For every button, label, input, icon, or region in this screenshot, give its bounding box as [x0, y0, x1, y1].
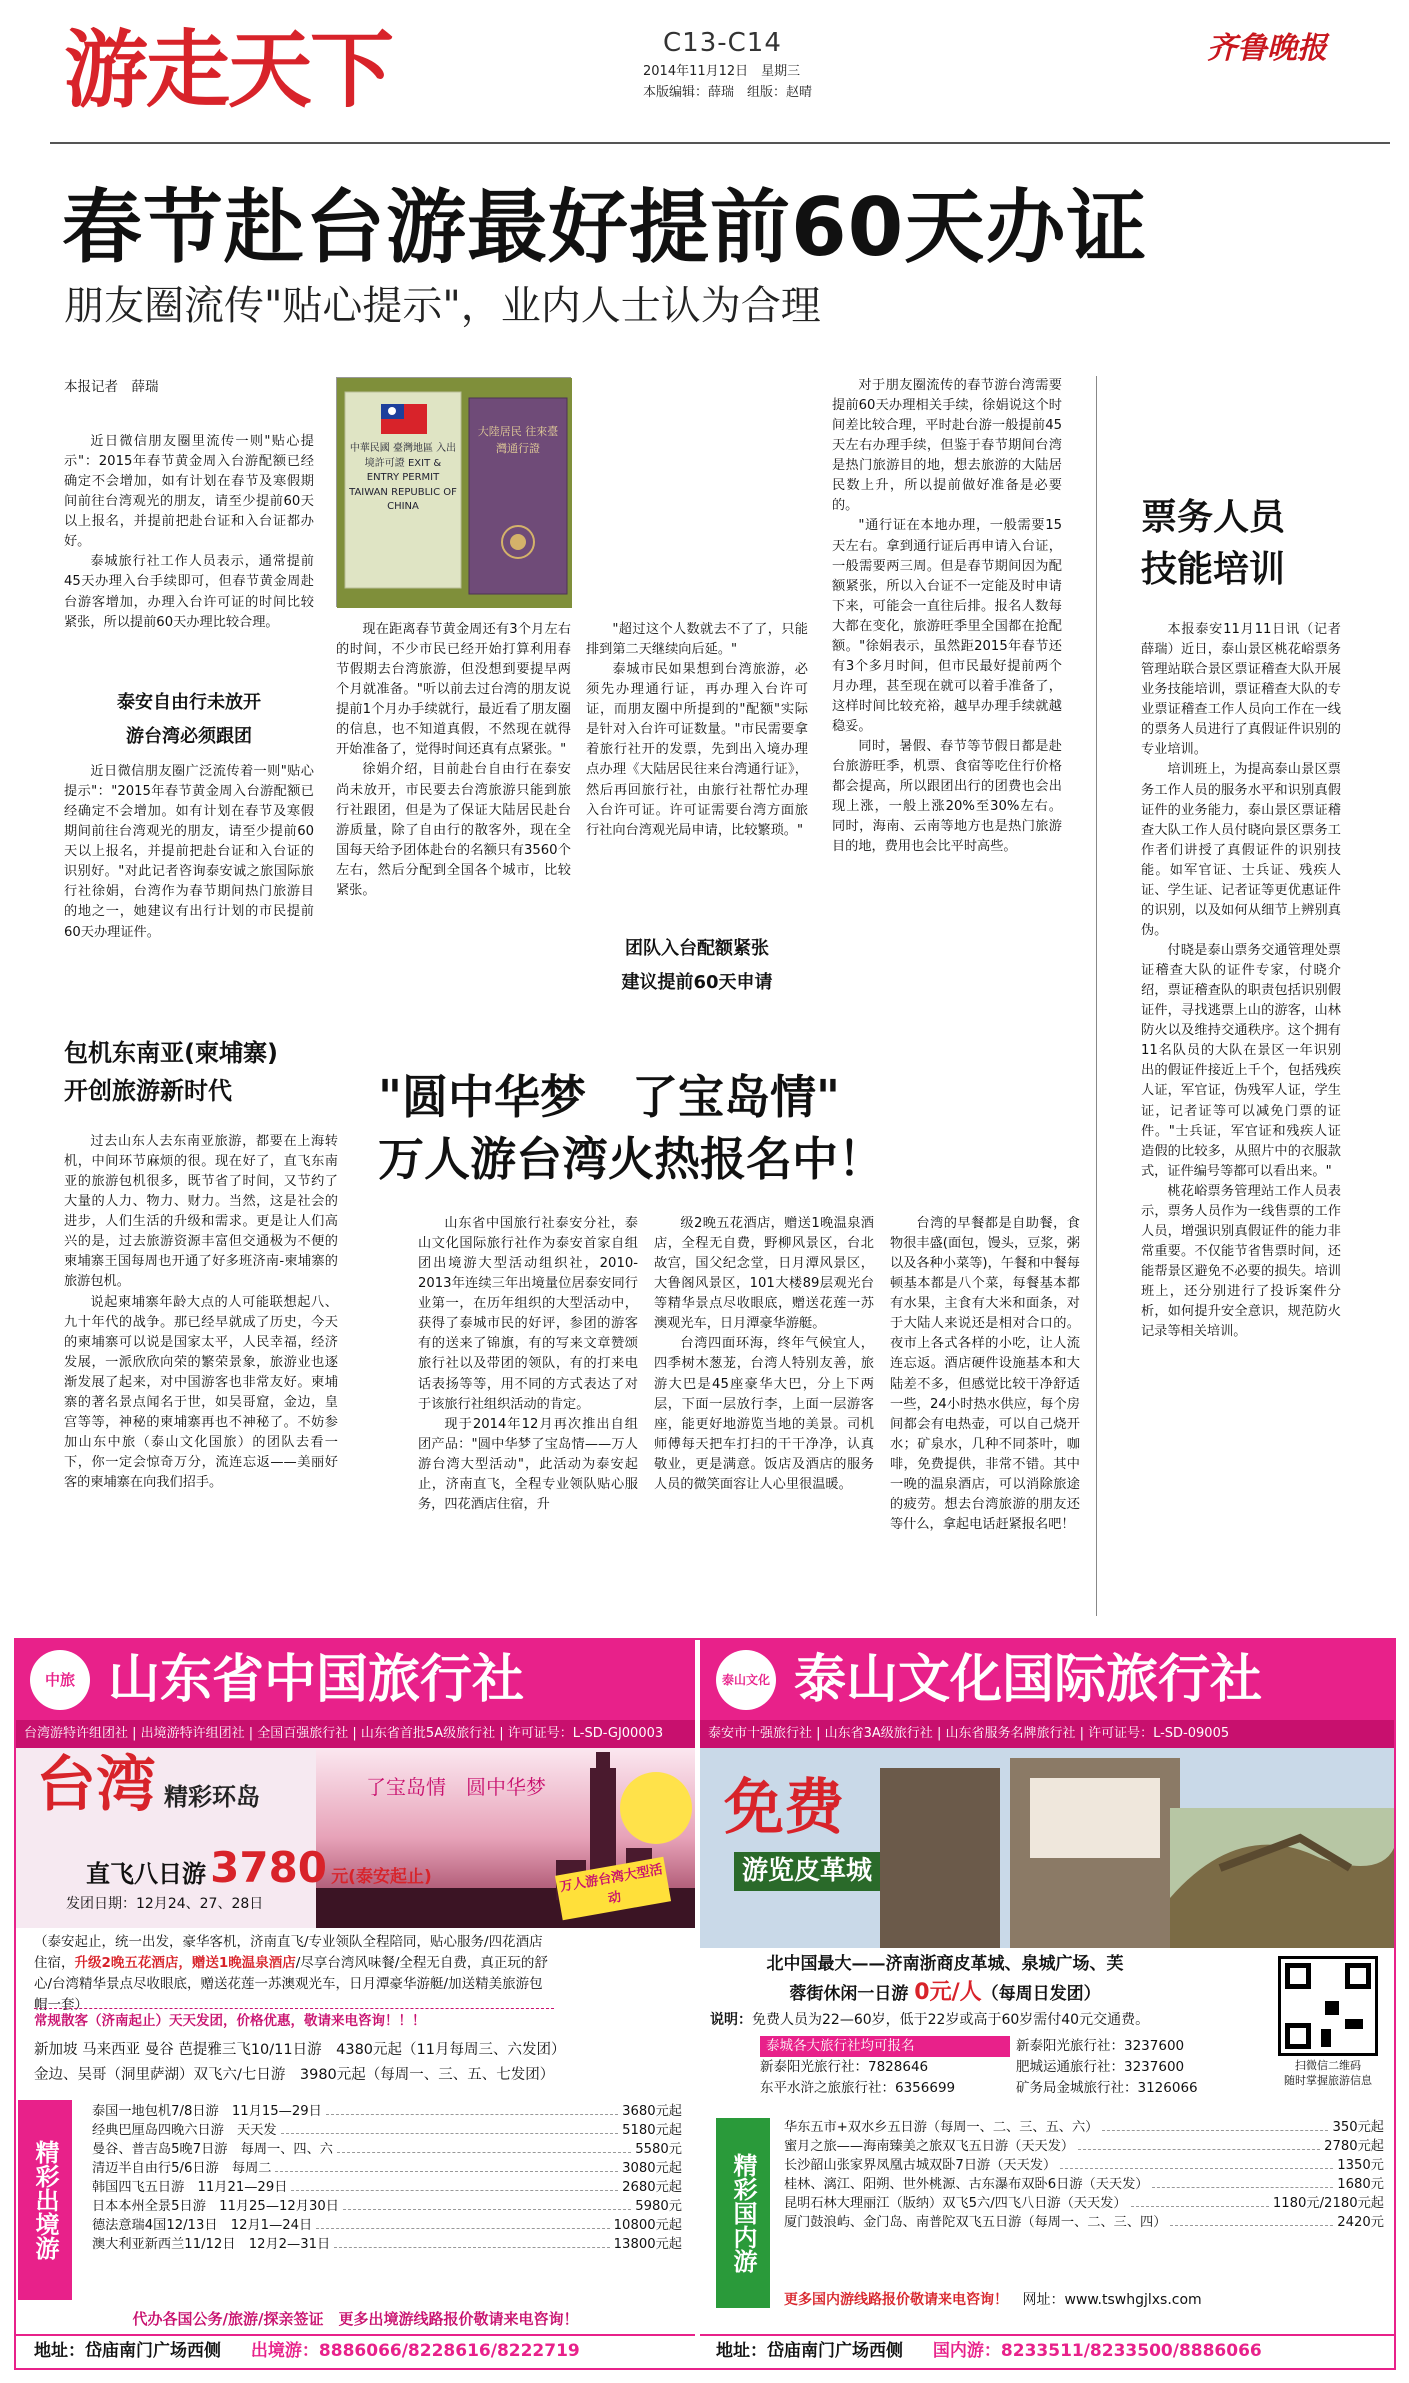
ad-sea-lines [34, 2038, 684, 2089]
branch-item: 矿务局金城旅行社：3126066 [1016, 2079, 1198, 2096]
cambodia-head [64, 1034, 278, 1111]
ad-left-phone-label: 出境游： [250, 2341, 319, 2361]
qr-code-icon[interactable] [1278, 1956, 1378, 2056]
ad-right-web-hl: 更多国内游线路报价敬请来电咨询！ [784, 2292, 1008, 2308]
tour-row [92, 2178, 682, 2197]
ad-right-addr-label: 地址： [716, 2341, 767, 2361]
paper-logo: 齐鲁晚报 [1207, 31, 1327, 66]
ad-tw-priceline [86, 1836, 432, 1899]
lead-box-head-1: 泰安自由行未放开 [117, 692, 261, 713]
tour-leader-line [275, 2159, 618, 2172]
tour-leader-line [1131, 2194, 1269, 2207]
ad-left-tour-list [92, 2102, 682, 2254]
side-head [1141, 492, 1285, 596]
ad-right-title-bar [700, 1640, 1394, 1720]
lead-col4-c: 同时，暑假、春节等节假日都是赴台旅游旺季，机票、食宿等吃住行价格都会提高，所以跟团出行的团费也会出现上涨，一般上涨20%至30%左右。同时，海南、云南等地方也是热门旅游目的地，费用也会比平时高些。 [832, 739, 1062, 855]
tour-price: 1180元/2180元起 [1272, 2196, 1384, 2211]
branch-item: 肥城运通旅行社：3237600 [1016, 2058, 1185, 2075]
tour-name: 泰国一地包机7/8日游 11月15—29日 [92, 2104, 322, 2119]
ad-right-strip: 泰安市十强旅行社 | 山东省3A级旅行社 | 山东省服务名牌旅行社 | 许可证号：L-SD-09005 [700, 1720, 1394, 1748]
tour-price: 1680元 [1337, 2177, 1384, 2192]
ad-china-travel [16, 1640, 695, 2368]
lead-byline: 本报记者 薛瑞 [64, 379, 159, 395]
lead-p2: 泰城旅行社工作人员表示，通常提前45天办理入台手续即可，但春节黄金周赴台游客增加，办理入台许可证的时间比较紧张，所以提前60天办理比较合理。 [64, 554, 314, 630]
tour-name: 清迈半自由行5/6日游 每周二 [92, 2161, 272, 2176]
tour-price: 2780元起 [1324, 2139, 1384, 2154]
tour-price: 2420元 [1337, 2215, 1384, 2230]
tour-leader-line [1102, 2118, 1328, 2131]
tour-name: 桂林、漓江、阳朔、世外桃源、古东瀑布双卧6日游（天天发） [784, 2177, 1149, 2192]
ad-right-addr: 岱庙南门广场西侧 [767, 2341, 903, 2361]
ad-left-footer [16, 2334, 695, 2364]
tour-name: 日本本州全景5日游 11月25—12月30日 [92, 2199, 339, 2214]
lead-box-head-2: 游台湾必须跟团 [126, 726, 252, 748]
ad-right-web [784, 2290, 1384, 2311]
ad-right-footer [700, 2334, 1394, 2364]
side-head-2: 技能培训 [1141, 549, 1286, 591]
ad-left-visa: 代办各国公务/旅游/探亲签证 更多出境游线路报价敬请来电咨询！ [132, 2310, 579, 2328]
tour-row [784, 2118, 1384, 2137]
ad-taishan-culture [700, 1640, 1394, 2368]
ad-tw-desc-hl: 升级2晚五花酒店，赠送1晚温泉酒店 [74, 1954, 296, 1971]
lead-intro: 近日微信朋友圈里流传一则"贴心提示"：2015年春节黄金周入台游配额已经确定不会增加，如有计划在春节及寒假期间前往台湾观光的朋友，请至少提前60天以上报名，并提前把赴台证和入台证都办好。 [64, 434, 314, 550]
lead-subhead: 朋友圈流传"贴心提示"，业内人士认为合理 [64, 283, 821, 329]
side-body-2: 培训班上，为提高泰山景区票务工作人员的服务水平和识别真假证件的业务能力，泰山景区票证稽查大队工作人员付晓向景区票务工作者们讲授了真假证件的识别技能。如军官证、士兵证、残疾人证、学生证、记者证等更优惠证件的识别，以及如何从细节上辨别真伪。 [1141, 762, 1341, 938]
lead-box2-head [586, 932, 808, 1000]
tour-leader-line [343, 2197, 631, 2210]
feature-head [378, 1066, 884, 1190]
tour-row [92, 2159, 682, 2178]
lead-box2-head-2: 建议提前60天申请 [621, 972, 773, 994]
lead-col2-b: 徐娟介绍，目前赴台自由行在泰安尚未放开，市民要去台湾旅游只能到旅行社跟团，但是为了保证大陆居民赴台游质量，除了自由行的散客外，现在全国每天给予团体赴台的名额只有3560个左右，然后分配到全国各个城市，比较紧张。 [336, 762, 571, 898]
branches-title: 泰城各大旅行社均可报名 [760, 2036, 1010, 2057]
tour-name: 经典巴厘岛四晚六日游 天天发 [92, 2123, 277, 2138]
tour-price: 13800元起 [613, 2237, 682, 2252]
feature-col-1 [418, 1214, 638, 1614]
ad-right-lead-3: （每周日发团） [981, 1983, 1101, 2004]
tour-price: 1350元 [1337, 2158, 1384, 2173]
tour-leader-line [291, 2178, 618, 2191]
feature-head-2: 万人游台湾火热报名中！ [378, 1132, 884, 1187]
tour-leader-line [1078, 2137, 1320, 2150]
feature-head-1: "圆中华梦 了宝岛情" [378, 1070, 840, 1124]
tour-name: 德法意瑞4国12/13日 12月1—24日 [92, 2218, 313, 2233]
ad-left-hero [16, 1748, 695, 1928]
ad-tw-slogan: 了宝岛情 圆中华梦 [366, 1775, 546, 1799]
tour-leader-line [281, 2121, 618, 2134]
ad-left-title-bar [16, 1640, 695, 1720]
issue-meta [643, 62, 812, 104]
ad-tw-desc-1: （泰安起止，统一出发，豪华客机，济南直飞/专业领队全程陪同，贴心服务/四花酒店住宿， [34, 1934, 543, 1971]
lead-col4-b: "通行证在本地办理，一般需要15天左右。拿到通行证后再申请入台证，一般需要两三周。但是春节期间因为配额紧张，所以入台证不一定能及时申请下来，可能会一直往后排。报名人数每大都在变化，旅游旺季里全国都在抢配额。"徐娟表示，虽然距2015年春节还有3个多月时间，但市民最好提前两个月办理，甚至现在就可以着手准备了，这样时间比较充裕，越早办理手续就越稳妥。 [832, 518, 1062, 735]
permit-right-caption: 大陸居民 往來臺灣通行證 [477, 425, 559, 455]
ad-right-qr-block [1278, 1956, 1378, 2089]
tour-price: 5180元起 [622, 2123, 682, 2138]
ad-right-company: 泰山文化国际旅行社 [794, 1650, 1263, 1710]
lead-column-2 [336, 620, 571, 980]
tour-row [92, 2235, 682, 2254]
ad-sea-2: 金边、吴哥（洞里萨湖）双飞六/七日游 3980元起（每周一、三、五、七发团） [34, 2067, 555, 2084]
tour-leader-line [326, 2102, 618, 2115]
ad-free-sub: 游览皮革城 [734, 1852, 880, 1891]
ad-tw-line: 直飞八日游 [86, 1860, 206, 1888]
tour-name: 蜜月之旅——海南臻美之旅双飞五日游（天天发） [784, 2139, 1075, 2154]
ad-right-phone[interactable]: 8233511/8233500/8886066 [1000, 2341, 1262, 2361]
ad-left-addr-label: 地址： [34, 2341, 85, 2361]
feature-col-3 [890, 1214, 1080, 1614]
lead-col3-a: "超过这个人数就去不了了，只能排到第二天继续向后延。" [586, 622, 808, 658]
ad-right-lead-row [700, 1977, 1190, 2009]
lead-column-1b [64, 762, 314, 1012]
branch-item: 新泰阳光旅行社：7828646 [760, 2058, 929, 2075]
ad-right-web-url[interactable]: www.tswhgjlxs.com [1064, 2292, 1202, 2308]
tour-name: 厦门鼓浪屿、金门岛、南普陀双飞五日游（每周一、二、三、四） [784, 2215, 1167, 2230]
tour-leader-line [316, 2216, 609, 2229]
tour-leader-line [337, 2140, 631, 2153]
ad-right-badge: 泰山文化 [716, 1650, 776, 1710]
ad-tw-desc [34, 1932, 554, 2016]
cambodia-p1: 过去山东人去东南亚旅游，都要在上海转机，中间环节麻烦的很。现在好了，直飞东南亚的旅游包机很多，既节省了时间，又节约了大量的人力、物力、财力。当然，这是社会的进步，人们生活的升级和需求。更是让人们高兴的是，过去旅游资源丰富但交通极为不便的柬埔寨王国每周也开通了好多班济南-柬埔寨的旅游包机。 [64, 1134, 338, 1290]
tour-price: 5580元 [635, 2142, 682, 2157]
tour-leader-line [334, 2235, 609, 2248]
ad-right-note [710, 2010, 1230, 2031]
tour-price: 350元起 [1332, 2120, 1384, 2135]
qr-caption-1: 扫微信二维码 [1295, 2059, 1361, 2072]
side-head-1: 票务人员 [1141, 497, 1286, 538]
tour-row [784, 2156, 1384, 2175]
tour-name: 长沙韶山张家界凤凰古城双卧7日游（天天发） [784, 2158, 1057, 2173]
ad-left-phone[interactable]: 8886066/8228616/8222719 [318, 2341, 580, 2361]
feature-c3: 台湾的早餐都是自助餐，食物很丰盛(面包，馒头，豆浆，粥以及各种小菜等)，午餐和中餐每顿基本都是八个菜，每餐基本都有水果，主食有大米和面条，对于大陆人来说还是相对合口的。夜市上各式各样的小吃，让人流连忘返。酒店硬件设施基本和大陆差不多，但感觉比较干净舒适一些，24小时热水供应，每个房间都会有电热壶，可以自己烧开水；矿泉水，几种不同茶叶，咖啡，免费提供，非常不错。其中一晚的温泉酒店，可以消除旅途的疲劳。想去台湾旅游的朋友还等什么，拿起电话赶紧报名吧！ [890, 1216, 1080, 1532]
ad-right-lead-price: 0元/人 [914, 1979, 982, 2005]
lead-col2-a: 现在距离春节黄金周还有3个月左右的时间，不少市民已经开始打算利用春节假期去台湾旅游，但没想到要提早两个月就准备。"听以前去过台湾的朋友说提前1个月办手续就行，最近看了朋友圈的信息，也不知道真假，不然现在就得开始准备了，觉得时间还真有点紧张。" [336, 622, 571, 758]
side-body-1: 本报泰安11月11日讯（记者 薛瑞）近日，泰山景区桃花峪票务管理站联合景区票证稽查大队开展业务技能培训，票证稽查大队的专业票证稽查工作人员向工作在一线的票务人员进行了真假证件识别的专业培训。 [1141, 622, 1355, 758]
tour-price: 3680元起 [622, 2104, 682, 2119]
tour-name: 昆明石林大理丽江（版纳）双飞5六/四飞八日游（天天发） [784, 2196, 1127, 2211]
cambodia-head-1: 包机东南亚(柬埔寨) [64, 1039, 278, 1067]
ad-sea-1: 新加坡 马来西亚 曼谷 芭提雅三飞10/11日游 4380元起（11月每周三、六发团） [34, 2042, 566, 2058]
ad-right-vertical-label: 精彩国内游 [716, 2118, 770, 2308]
ad-right-note-label: 说明： [710, 2012, 752, 2028]
column-divider [1096, 376, 1097, 1616]
ad-right-lead-2: 蓉街休闲一日游 [789, 1983, 909, 2004]
tour-leader-line [1060, 2156, 1333, 2169]
ad-left-vertical-label: 精彩出境游 [18, 2100, 72, 2300]
tour-row [92, 2121, 682, 2140]
tour-row [92, 2140, 682, 2159]
ad-right-branches [760, 2036, 1270, 2099]
lead-headline: 春节赴台游最好提前60天办证 [62, 181, 1148, 274]
page-code: C13-C14 [663, 28, 782, 58]
side-body-3: 付晓是泰山票务交通管理处票证稽查大队的证件专家，付晓介绍，票证稽查队的职责包括识别假证件，寻找逃票上山的游客，山林防火以及维持交通秩序。这个拥有11名队员的大队在景区一年识别出的假证件接近上千个，包括残疾人证，军官证，伪残军人证，学生证，记者证等可以减免门票的证件。"士兵证，军官证和残疾人证造假的比较多，从照片中的衣服款式，证件编号等都可以看出来。" [1141, 943, 1341, 1179]
lead-box-head [64, 686, 314, 754]
tour-row [784, 2175, 1384, 2194]
ad-right-note-text: 免费人员为22—60岁，低于22岁或高于60岁需付40元交通费。 [752, 2012, 1150, 2028]
lead-col3-b: 泰城市民如果想到台湾旅游，必须先办理通行证，再办理入台许可证，而朋友圈中所提到的"配额"实际是针对入台许可证数量。"市民需要拿着旅行社开的发票，先到出入境办理点办理《大陆居民往来台湾通行证》，然后再回旅行社，由旅行社帮忙办理入台许可证。许可证需要台湾方面旅行社向台湾观光局申请，比较繁琐。" [586, 662, 808, 838]
masthead-rule [50, 142, 1390, 144]
tour-row [92, 2197, 682, 2216]
tour-price: 10800元起 [613, 2218, 682, 2233]
lead-column-4 [832, 376, 1062, 1014]
lead-col1-b: 近日微信朋友圈广泛流传着一则"贴心提示"："2015年春节黄金周入台游配额已经确定不会增加。如有计划在春节及寒假期间前往台湾观光的朋友，请至少提前60天以上报名，并提前把赴台证和入台证的识别好。"对此记者咨询泰安诚之旅国际旅行社徐娟，台湾作为春节期间热门旅游目的地之一，她建议有出行计划的市民提前60天办理证件。 [64, 764, 314, 940]
tour-price: 2680元起 [622, 2180, 682, 2195]
feature-c2: 级2晚五花酒店，赠送1晚温泉酒店，全程无自费，野柳风景区，台北故宫，国父纪念堂，日月潭风景区，大鲁阁风景区，101大楼89层观光台等精华景点尽收眼底，赠送花莲一苏澳观光车，日月潭豪华游艇。 [654, 1216, 874, 1332]
ad-tw-title [36, 1752, 260, 1818]
lead-box2-head-1: 团队入台配额紧张 [625, 938, 769, 959]
tour-name: 澳大利亚新西兰11/12日 12月2—31日 [92, 2237, 331, 2252]
ad-tw-sticker: 万人游台湾大型活动 [555, 1857, 671, 1920]
ad-free-big: 免费 [724, 1773, 844, 1843]
branch-item: 东平水浒之旅旅行社：6356699 [760, 2079, 956, 2096]
tour-price: 3080元起 [622, 2161, 682, 2176]
lead-column-1a [64, 432, 314, 692]
cambodia-head-2: 开创旅游新时代 [64, 1077, 232, 1106]
tour-row [784, 2137, 1384, 2156]
tour-row [784, 2213, 1384, 2232]
ad-left-addr: 岱庙南门广场西侧 [85, 2341, 221, 2361]
ad-left-badge: 中旅 [30, 1650, 90, 1710]
ad-tw-price: 3780 [210, 1843, 328, 1892]
tour-price: 5980元 [635, 2199, 682, 2214]
tour-name: 曼谷、普吉岛5晚7日游 每周一、四、六 [92, 2142, 333, 2157]
ad-left-strip: 台湾游特许组团社 | 出境游特许组团社 | 全国百强旅行社 | 山东省首批5A级旅行社 | 许可证号：L-SD-GJ00003 [16, 1720, 695, 1748]
branch-item: 新泰阳光旅行社：3237600 [1016, 2038, 1185, 2054]
editor-line: 本版编辑：薛瑞 组版：赵晴 [643, 84, 813, 100]
feature-c1: 山东省中国旅行社泰安分社，泰山文化国际旅行社作为泰安首家自组团出境游大型活动组织社，2010-2013年连续三年出境量位居泰安同行业第一，在历年组织的大型活动中，获得了泰城市民的好评，参团的游客有的送来了锦旗，有的写来文章赞颂旅行社以及带团的领队，有的打来电话表扬等等，用不同的方式表达了对于该旅行社组织活动的肯定。 [418, 1216, 638, 1412]
tour-leader-line [1170, 2213, 1333, 2226]
ad-right-lead-1: 北中国最大——济南浙商皮革城、泉城广场、芙 [766, 1954, 1124, 1974]
permit-left-caption: 中華民國 臺灣地區 入出境許可證 EXIT & ENTRY PERMIT TAIWAN REPUBLIC OF CHINA [349, 443, 457, 512]
ad-right-web-label: 网址： [1022, 2292, 1065, 2308]
tour-name: 华东五市+双水乡五日游（每周一、二、三、五、六） [784, 2120, 1099, 2135]
side-body-4: 桃花峪票务管理站工作人员表示，票务人员作为一线售票的工作人员，增强识别真假证件的能力非常重要。不仅能节省售票时间，还能帮景区避免不必要的损失。培训班上，还分别进行了投诉案件分析，如何提升安全意识，规范防火记录等相关培训。 [1141, 1183, 1341, 1340]
ad-right-tour-list [784, 2118, 1384, 2232]
ad-tw-note: 常规散客（济南起止）天天发团，价格优惠，敬请来电咨询！！！ [34, 2008, 554, 2031]
cambodia-body [64, 1132, 338, 1618]
feature-c2b: 台湾四面环海，终年气候宜人，四季树木葱茏，台湾人特别友善，旅游大巴是45座豪华大巴，分上下两层，下面一层放行李，上面一层游客座，能更好地游览当地的美景。司机师傅每天把车打扫的干干净净，认真敬业，更是满意。饭店及酒店的服务人员的微笑面容让人心里很温暖。 [654, 1336, 874, 1492]
qr-caption-2: 随时掌握旅游信息 [1284, 2074, 1372, 2088]
ad-right-phone-label: 国内游： [932, 2341, 1001, 2361]
section-title: 游走天下 [64, 20, 393, 119]
ad-right-hero [700, 1748, 1394, 1948]
tour-leader-line [1152, 2175, 1333, 2188]
tour-row [92, 2102, 682, 2121]
permit-photo [336, 377, 571, 607]
feature-c1b: 现于2014年12月再次推出自组团产品："圆中华梦了宝岛情——万人游台湾大型活动"，此活动为泰安起止，济南直飞，全程专业领队贴心服务，四花酒店住宿，升 [418, 1416, 638, 1512]
ad-tw-title-main: 台湾 [36, 1750, 156, 1820]
lead-column-3 [586, 620, 808, 920]
cambodia-p2: 说起柬埔寨年龄大点的人可能联想起八、九十年代的战争。那已经早就成了历史，今天的柬埔寨可以说是国家太平，人民幸福，经济发展，一派欣欣向荣的繁荣景象，旅游业也逐渐发展了起来，对中国游客也非常友好。柬埔寨的著名景点闻名于世，如吴哥窟，金边，皇宫等等，神秘的柬埔寨再也不神秘了。不妨参加山东中旅（泰山文化国旅）的团队去看一下，你一定会惊奇万分，流连忘返——美丽好客的柬埔寨在向我们招手。 [64, 1294, 338, 1491]
ad-right-lead [700, 1952, 1190, 2009]
tour-name: 韩国四飞五日游 11月21—29日 [92, 2180, 288, 2195]
ad-tw-unit: 元(泰安起止) [331, 1867, 432, 1887]
tour-row [92, 2216, 682, 2235]
issue-date: 2014年11月12日 星期三 [643, 64, 801, 79]
tour-row [784, 2194, 1384, 2213]
lead-col4-a: 对于朋友圈流传的春节游台湾需要提前60天办理相关手续，徐娟说这个时间差比较合理，平时赴台游一般提前45天左右办理手续，但鉴于春节期间台湾是热门旅游目的地，想去旅游的大陆居民数上升，所以提前做好准备是必要的。 [832, 378, 1062, 514]
feature-col-2 [654, 1214, 874, 1614]
ad-tw-desc-2: /尽享台湾风味餐/全程无自费，真正玩的舒心/台湾精华景点尽收眼底，赠送花莲一苏澳观光车，日月潭豪华游艇/加送精美旅游包帽一套） [34, 1954, 548, 2013]
side-body [1141, 620, 1355, 1620]
ad-left-company: 山东省中国旅行社 [108, 1650, 525, 1710]
ad-tw-dates: 发团日期：12月24、27、28日 [66, 1896, 264, 1912]
ad-tw-sub: 精彩环岛 [164, 1783, 260, 1811]
